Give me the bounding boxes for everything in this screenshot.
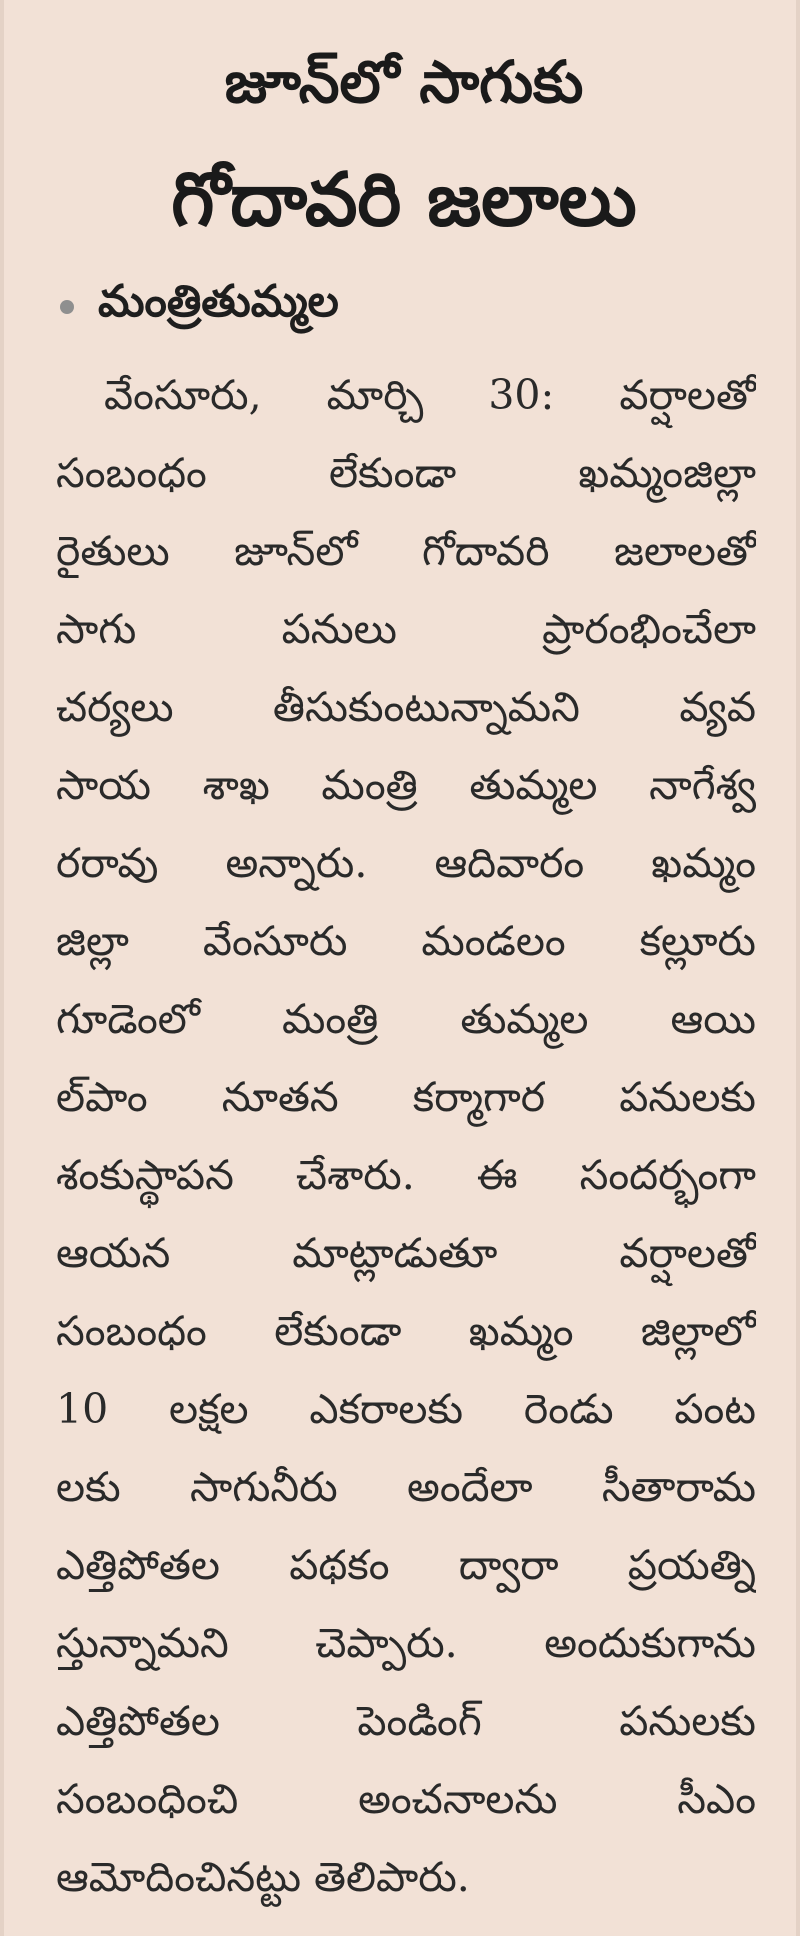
body-line: గూడెంలో మంత్రి తుమ్మల ఆయి <box>56 995 756 1043</box>
body-line: సంబంధం లేకుండా ఖమ్మం జిల్లాలో <box>56 1307 756 1355</box>
body-line: ఆయన మాట్లాడుతూ వర్షాలతో <box>56 1229 756 1277</box>
body-line: వేంసూరు, మార్చి 30: వర్షాలతో <box>104 371 756 419</box>
headline-line-2: గోదావరి జలాలు <box>171 157 637 243</box>
body-line: ల్‌పాం నూతన కర్మాగార పనులకు <box>56 1073 756 1121</box>
body-line: ఎత్తిపోతల పథకం ద్వారా ప్రయత్ని <box>56 1541 756 1589</box>
body-line: సంబంధించి అంచనాలను సీఎం <box>56 1775 756 1823</box>
body-line: చర్యలు తీసుకుంటున్నామని వ్యవ <box>56 683 756 731</box>
body-line: స్తున్నామని చెప్పారు. అందుకుగాను <box>56 1619 756 1667</box>
body-line: 10 లక్షల ఎకరాలకు రెండు పంట <box>56 1385 756 1433</box>
body-line: లకు సాగునీరు అందేలా సీతారామ <box>56 1463 756 1511</box>
body-line: శంకుస్థాపన చేశారు. ఈ సందర్భంగా <box>56 1151 756 1199</box>
subhead-text: మంత్రితుమ్మల <box>98 276 339 327</box>
body-line: జిల్లా వేంసూరు మండలం కల్లూరు <box>56 917 756 965</box>
body-line: ఎత్తిపోతల పెండింగ్ పనులకు <box>56 1697 756 1745</box>
body-line: సాయ శాఖ మంత్రి తుమ్మల నాగేశ్వ <box>56 761 756 809</box>
headline-line-1: జూన్‌లో సాగుకు <box>224 48 584 116</box>
article-body <box>56 356 756 1916</box>
body-line: రరావు అన్నారు. ఆదివారం ఖమ్మం <box>56 839 756 887</box>
body-line: ఆమోదించినట్టు తెలిపారు. <box>56 1853 470 1901</box>
body-line: రైతులు జూన్‌లో గోదావరి జలాలతో <box>56 527 756 575</box>
body-line: సంబంధం లేకుండా ఖమ్మంజిల్లా <box>56 449 756 497</box>
subhead <box>60 272 339 342</box>
bullet-icon <box>60 300 74 314</box>
body-line: సాగు పనులు ప్రారంభించేలా <box>56 605 756 653</box>
